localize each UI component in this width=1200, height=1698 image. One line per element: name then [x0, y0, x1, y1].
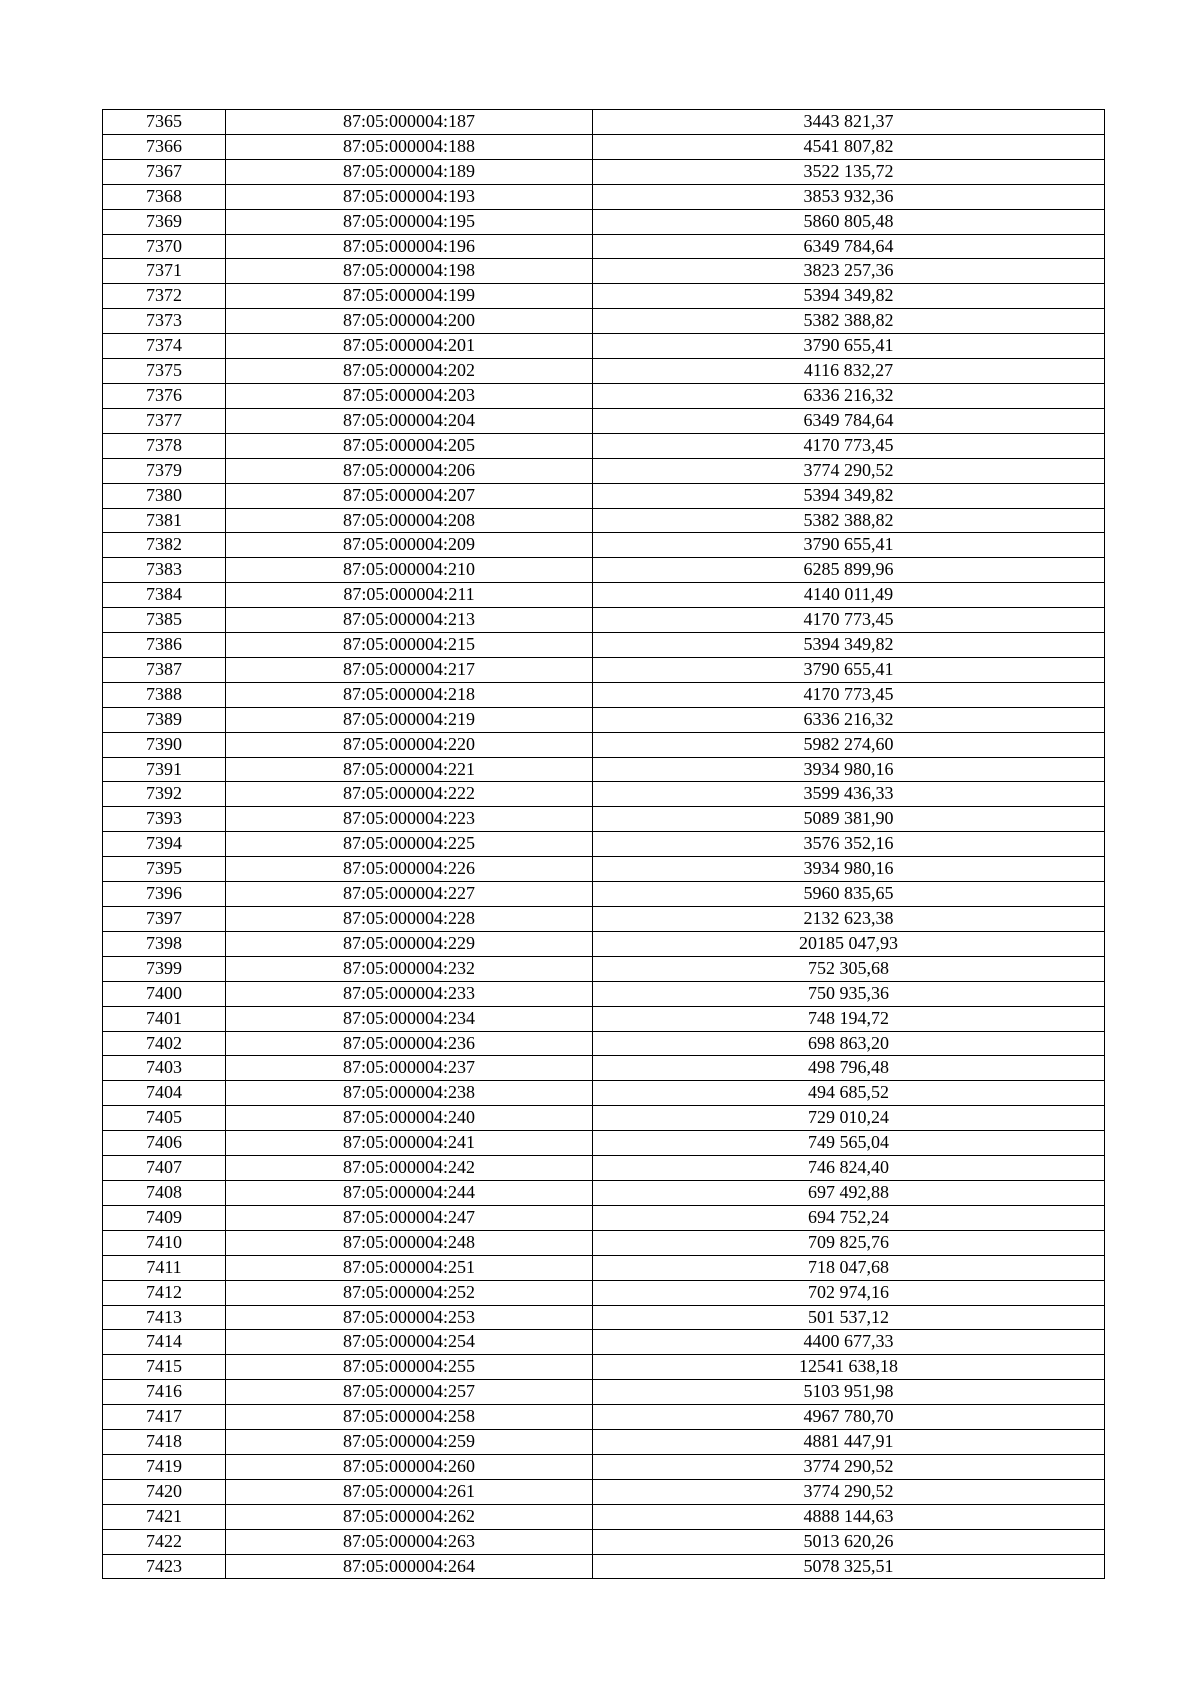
table-row: [103, 1230, 1105, 1255]
cadastral-value-cell: 2132 623,38: [593, 907, 1105, 932]
cadastral-value-cell: 498 796,48: [593, 1056, 1105, 1081]
cadastral-number-cell: 87:05:000004:259: [226, 1430, 593, 1455]
row-number-cell: 7417: [103, 1405, 226, 1430]
row-number-cell: 7411: [103, 1255, 226, 1280]
cadastral-value-cell: 6285 899,96: [593, 558, 1105, 583]
cadastral-number-cell: 87:05:000004:222: [226, 782, 593, 807]
table-row: [103, 159, 1105, 184]
cadastral-number-cell: 87:05:000004:228: [226, 907, 593, 932]
row-number-cell: 7415: [103, 1355, 226, 1380]
cadastral-value-cell: 4400 677,33: [593, 1330, 1105, 1355]
cadastral-value-cell: 748 194,72: [593, 1006, 1105, 1031]
row-number-cell: 7373: [103, 309, 226, 334]
table-row: [103, 1056, 1105, 1081]
cadastral-number-cell: 87:05:000004:258: [226, 1405, 593, 1430]
cadastral-value-cell: 4116 832,27: [593, 359, 1105, 384]
cadastral-number-cell: 87:05:000004:196: [226, 234, 593, 259]
table-row: [103, 1554, 1105, 1579]
row-number-cell: 7383: [103, 558, 226, 583]
cadastral-value-cell: 746 824,40: [593, 1156, 1105, 1181]
cadastral-number-cell: 87:05:000004:193: [226, 184, 593, 209]
row-number-cell: 7380: [103, 483, 226, 508]
row-number-cell: 7378: [103, 433, 226, 458]
table-row: [103, 857, 1105, 882]
cadastral-value-cell: 5382 388,82: [593, 309, 1105, 334]
cadastral-value-cell: 5103 951,98: [593, 1380, 1105, 1405]
cadastral-number-cell: 87:05:000004:253: [226, 1305, 593, 1330]
cadastral-number-cell: 87:05:000004:210: [226, 558, 593, 583]
table-body: [103, 110, 1105, 1579]
cadastral-value-cell: 3823 257,36: [593, 259, 1105, 284]
table-row: [103, 284, 1105, 309]
table-row: [103, 334, 1105, 359]
cadastral-value-cell: 3774 290,52: [593, 1454, 1105, 1479]
row-number-cell: 7381: [103, 508, 226, 533]
table-row: [103, 259, 1105, 284]
cadastral-number-cell: 87:05:000004:203: [226, 383, 593, 408]
row-number-cell: 7399: [103, 956, 226, 981]
cadastral-number-cell: 87:05:000004:202: [226, 359, 593, 384]
table-row: [103, 1380, 1105, 1405]
cadastral-value-cell: 6336 216,32: [593, 383, 1105, 408]
table-row: [103, 1454, 1105, 1479]
table-row: [103, 1355, 1105, 1380]
table-row: [103, 1205, 1105, 1230]
table-row: [103, 981, 1105, 1006]
cadastral-value-cell: 5078 325,51: [593, 1554, 1105, 1579]
row-number-cell: 7389: [103, 707, 226, 732]
cadastral-number-cell: 87:05:000004:254: [226, 1330, 593, 1355]
table-row: [103, 707, 1105, 732]
cadastral-number-cell: 87:05:000004:237: [226, 1056, 593, 1081]
table-row: [103, 1156, 1105, 1181]
row-number-cell: 7408: [103, 1180, 226, 1205]
table-row: [103, 732, 1105, 757]
table-row: [103, 1405, 1105, 1430]
row-number-cell: 7392: [103, 782, 226, 807]
row-number-cell: 7384: [103, 583, 226, 608]
row-number-cell: 7402: [103, 1031, 226, 1056]
cadastral-value-cell: 3774 290,52: [593, 458, 1105, 483]
cadastral-value-cell: 694 752,24: [593, 1205, 1105, 1230]
cadastral-value-cell: 4170 773,45: [593, 682, 1105, 707]
table-row: [103, 907, 1105, 932]
row-number-cell: 7366: [103, 134, 226, 159]
table-row: [103, 558, 1105, 583]
row-number-cell: 7421: [103, 1504, 226, 1529]
row-number-cell: 7376: [103, 383, 226, 408]
cadastral-number-cell: 87:05:000004:195: [226, 209, 593, 234]
row-number-cell: 7400: [103, 981, 226, 1006]
row-number-cell: 7409: [103, 1205, 226, 1230]
table-row: [103, 1305, 1105, 1330]
cadastral-number-cell: 87:05:000004:236: [226, 1031, 593, 1056]
cadastral-value-cell: 6349 784,64: [593, 408, 1105, 433]
cadastral-number-cell: 87:05:000004:220: [226, 732, 593, 757]
row-number-cell: 7375: [103, 359, 226, 384]
cadastral-value-cell: 3934 980,16: [593, 757, 1105, 782]
table-row: [103, 1106, 1105, 1131]
cadastral-number-cell: 87:05:000004:215: [226, 633, 593, 658]
cadastral-number-cell: 87:05:000004:238: [226, 1081, 593, 1106]
cadastral-value-cell: 3576 352,16: [593, 832, 1105, 857]
cadastral-value-cell: 5382 388,82: [593, 508, 1105, 533]
cadastral-number-cell: 87:05:000004:206: [226, 458, 593, 483]
cadastral-number-cell: 87:05:000004:263: [226, 1529, 593, 1554]
cadastral-value-cell: 4967 780,70: [593, 1405, 1105, 1430]
cadastral-number-cell: 87:05:000004:213: [226, 608, 593, 633]
cadastral-number-cell: 87:05:000004:242: [226, 1156, 593, 1181]
cadastral-number-cell: 87:05:000004:217: [226, 657, 593, 682]
cadastral-value-cell: 3790 655,41: [593, 334, 1105, 359]
cadastral-number-cell: 87:05:000004:209: [226, 533, 593, 558]
row-number-cell: 7414: [103, 1330, 226, 1355]
row-number-cell: 7397: [103, 907, 226, 932]
row-number-cell: 7416: [103, 1380, 226, 1405]
cadastral-value-cell: 3790 655,41: [593, 533, 1105, 558]
cadastral-number-cell: 87:05:000004:248: [226, 1230, 593, 1255]
row-number-cell: 7370: [103, 234, 226, 259]
table-row: [103, 782, 1105, 807]
table-row: [103, 383, 1105, 408]
cadastral-number-cell: 87:05:000004:255: [226, 1355, 593, 1380]
row-number-cell: 7398: [103, 931, 226, 956]
row-number-cell: 7369: [103, 209, 226, 234]
table-row: [103, 184, 1105, 209]
cadastral-value-cell: 6349 784,64: [593, 234, 1105, 259]
cadastral-number-cell: 87:05:000004:219: [226, 707, 593, 732]
row-number-cell: 7419: [103, 1454, 226, 1479]
cadastral-value-cell: 3853 932,36: [593, 184, 1105, 209]
cadastral-value-cell: 501 537,12: [593, 1305, 1105, 1330]
table-row: [103, 483, 1105, 508]
row-number-cell: 7404: [103, 1081, 226, 1106]
table-row: [103, 408, 1105, 433]
row-number-cell: 7407: [103, 1156, 226, 1181]
cadastral-number-cell: 87:05:000004:247: [226, 1205, 593, 1230]
cadastral-number-cell: 87:05:000004:198: [226, 259, 593, 284]
cadastral-number-cell: 87:05:000004:205: [226, 433, 593, 458]
row-number-cell: 7393: [103, 807, 226, 832]
cadastral-number-cell: 87:05:000004:229: [226, 931, 593, 956]
cadastral-value-cell: 4170 773,45: [593, 433, 1105, 458]
row-number-cell: 7367: [103, 159, 226, 184]
cadastral-value-cell: 697 492,88: [593, 1180, 1105, 1205]
cadastral-value-cell: 3522 135,72: [593, 159, 1105, 184]
cadastral-number-cell: 87:05:000004:207: [226, 483, 593, 508]
cadastral-value-cell: 494 685,52: [593, 1081, 1105, 1106]
cadastral-value-cell: 4541 807,82: [593, 134, 1105, 159]
cadastral-value-table: [102, 109, 1105, 1579]
table-row: [103, 134, 1105, 159]
cadastral-number-cell: 87:05:000004:199: [226, 284, 593, 309]
table-row: [103, 1081, 1105, 1106]
row-number-cell: 7396: [103, 882, 226, 907]
row-number-cell: 7385: [103, 608, 226, 633]
row-number-cell: 7405: [103, 1106, 226, 1131]
cadastral-number-cell: 87:05:000004:226: [226, 857, 593, 882]
cadastral-value-cell: 5982 274,60: [593, 732, 1105, 757]
row-number-cell: 7394: [103, 832, 226, 857]
cadastral-number-cell: 87:05:000004:201: [226, 334, 593, 359]
cadastral-number-cell: 87:05:000004:187: [226, 110, 593, 135]
table-row: [103, 882, 1105, 907]
table-row: [103, 1131, 1105, 1156]
row-number-cell: 7413: [103, 1305, 226, 1330]
cadastral-number-cell: 87:05:000004:218: [226, 682, 593, 707]
table-row: [103, 657, 1105, 682]
cadastral-value-cell: 702 974,16: [593, 1280, 1105, 1305]
cadastral-value-cell: 20185 047,93: [593, 931, 1105, 956]
table-row: [103, 1479, 1105, 1504]
cadastral-number-cell: 87:05:000004:241: [226, 1131, 593, 1156]
table-row: [103, 508, 1105, 533]
table-row: [103, 1006, 1105, 1031]
cadastral-value-cell: 5394 349,82: [593, 483, 1105, 508]
row-number-cell: 7410: [103, 1230, 226, 1255]
row-number-cell: 7365: [103, 110, 226, 135]
cadastral-value-cell: 4888 144,63: [593, 1504, 1105, 1529]
row-number-cell: 7387: [103, 657, 226, 682]
row-number-cell: 7388: [103, 682, 226, 707]
table-row: [103, 931, 1105, 956]
table-row: [103, 533, 1105, 558]
table-row: [103, 583, 1105, 608]
cadastral-number-cell: 87:05:000004:208: [226, 508, 593, 533]
cadastral-value-cell: 5089 381,90: [593, 807, 1105, 832]
row-number-cell: 7403: [103, 1056, 226, 1081]
table-row: [103, 682, 1105, 707]
row-number-cell: 7412: [103, 1280, 226, 1305]
cadastral-value-cell: 3790 655,41: [593, 657, 1105, 682]
table-row: [103, 608, 1105, 633]
table-row: [103, 433, 1105, 458]
row-number-cell: 7379: [103, 458, 226, 483]
table-row: [103, 309, 1105, 334]
cadastral-number-cell: 87:05:000004:204: [226, 408, 593, 433]
cadastral-number-cell: 87:05:000004:260: [226, 1454, 593, 1479]
table-row: [103, 807, 1105, 832]
row-number-cell: 7391: [103, 757, 226, 782]
cadastral-value-cell: 5394 349,82: [593, 633, 1105, 658]
cadastral-number-cell: 87:05:000004:225: [226, 832, 593, 857]
cadastral-number-cell: 87:05:000004:252: [226, 1280, 593, 1305]
cadastral-value-cell: 5960 835,65: [593, 882, 1105, 907]
cadastral-value-cell: 729 010,24: [593, 1106, 1105, 1131]
cadastral-value-cell: 4881 447,91: [593, 1430, 1105, 1455]
cadastral-number-cell: 87:05:000004:189: [226, 159, 593, 184]
table-row: [103, 1031, 1105, 1056]
row-number-cell: 7382: [103, 533, 226, 558]
cadastral-value-cell: 5860 805,48: [593, 209, 1105, 234]
cadastral-value-cell: 709 825,76: [593, 1230, 1105, 1255]
cadastral-number-cell: 87:05:000004:234: [226, 1006, 593, 1031]
cadastral-number-cell: 87:05:000004:223: [226, 807, 593, 832]
table-row: [103, 209, 1105, 234]
table-row: [103, 1529, 1105, 1554]
row-number-cell: 7386: [103, 633, 226, 658]
row-number-cell: 7368: [103, 184, 226, 209]
cadastral-number-cell: 87:05:000004:233: [226, 981, 593, 1006]
row-number-cell: 7406: [103, 1131, 226, 1156]
cadastral-value-cell: 4170 773,45: [593, 608, 1105, 633]
cadastral-value-cell: 6336 216,32: [593, 707, 1105, 732]
row-number-cell: 7422: [103, 1529, 226, 1554]
row-number-cell: 7401: [103, 1006, 226, 1031]
row-number-cell: 7372: [103, 284, 226, 309]
cadastral-value-cell: 698 863,20: [593, 1031, 1105, 1056]
cadastral-number-cell: 87:05:000004:221: [226, 757, 593, 782]
cadastral-value-cell: 5394 349,82: [593, 284, 1105, 309]
table-row: [103, 359, 1105, 384]
cadastral-value-cell: 718 047,68: [593, 1255, 1105, 1280]
cadastral-number-cell: 87:05:000004:232: [226, 956, 593, 981]
table-row: [103, 1180, 1105, 1205]
row-number-cell: 7390: [103, 732, 226, 757]
table-row: [103, 1330, 1105, 1355]
cadastral-number-cell: 87:05:000004:261: [226, 1479, 593, 1504]
cadastral-number-cell: 87:05:000004:244: [226, 1180, 593, 1205]
table-row: [103, 110, 1105, 135]
cadastral-number-cell: 87:05:000004:251: [226, 1255, 593, 1280]
cadastral-number-cell: 87:05:000004:264: [226, 1554, 593, 1579]
row-number-cell: 7371: [103, 259, 226, 284]
cadastral-number-cell: 87:05:000004:200: [226, 309, 593, 334]
cadastral-number-cell: 87:05:000004:262: [226, 1504, 593, 1529]
table-row: [103, 458, 1105, 483]
table-row: [103, 832, 1105, 857]
cadastral-value-cell: 5013 620,26: [593, 1529, 1105, 1554]
row-number-cell: 7374: [103, 334, 226, 359]
table-row: [103, 633, 1105, 658]
row-number-cell: 7420: [103, 1479, 226, 1504]
table-row: [103, 234, 1105, 259]
row-number-cell: 7423: [103, 1554, 226, 1579]
row-number-cell: 7377: [103, 408, 226, 433]
cadastral-value-cell: 3443 821,37: [593, 110, 1105, 135]
table-row: [103, 1504, 1105, 1529]
cadastral-number-cell: 87:05:000004:227: [226, 882, 593, 907]
cadastral-value-cell: 3934 980,16: [593, 857, 1105, 882]
row-number-cell: 7418: [103, 1430, 226, 1455]
table-row: [103, 956, 1105, 981]
cadastral-value-cell: 12541 638,18: [593, 1355, 1105, 1380]
row-number-cell: 7395: [103, 857, 226, 882]
cadastral-value-cell: 4140 011,49: [593, 583, 1105, 608]
cadastral-number-cell: 87:05:000004:211: [226, 583, 593, 608]
cadastral-value-cell: 749 565,04: [593, 1131, 1105, 1156]
cadastral-value-cell: 3774 290,52: [593, 1479, 1105, 1504]
table-row: [103, 1280, 1105, 1305]
cadastral-value-cell: 752 305,68: [593, 956, 1105, 981]
table-row: [103, 1430, 1105, 1455]
cadastral-number-cell: 87:05:000004:240: [226, 1106, 593, 1131]
cadastral-value-cell: 3599 436,33: [593, 782, 1105, 807]
cadastral-value-cell: 750 935,36: [593, 981, 1105, 1006]
table-row: [103, 1255, 1105, 1280]
cadastral-number-cell: 87:05:000004:257: [226, 1380, 593, 1405]
cadastral-number-cell: 87:05:000004:188: [226, 134, 593, 159]
table-row: [103, 757, 1105, 782]
